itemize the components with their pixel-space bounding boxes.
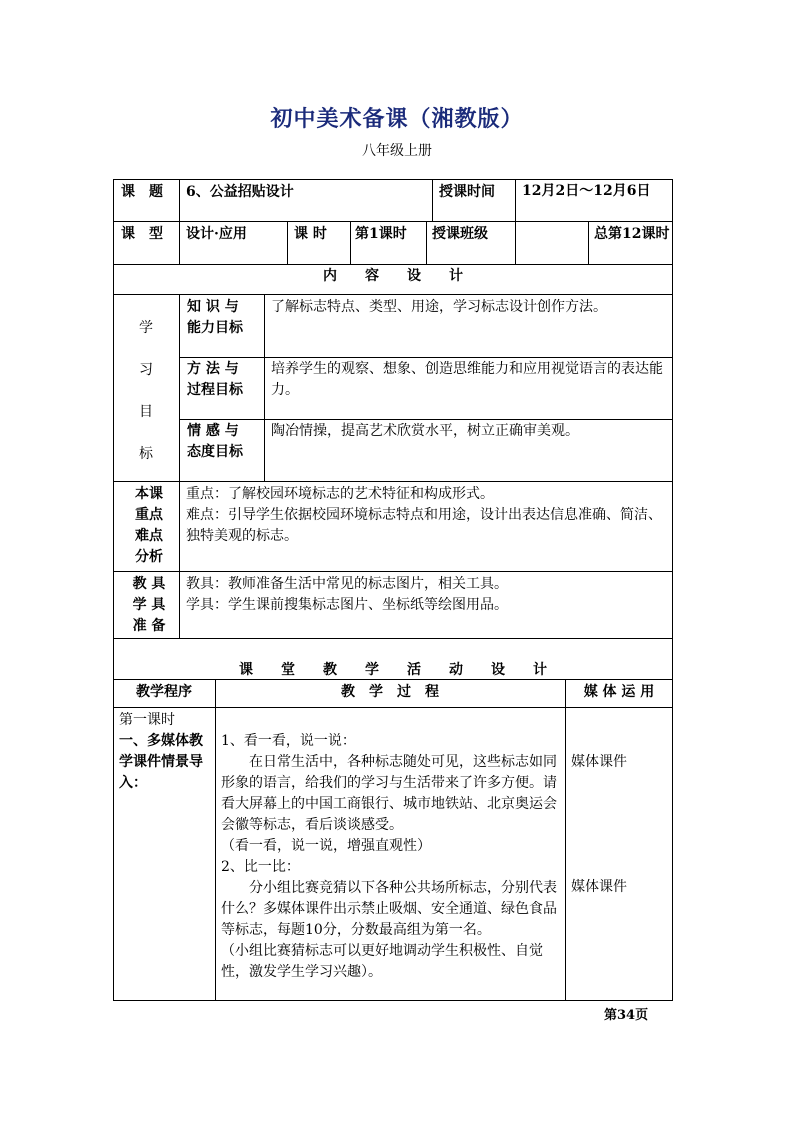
col-divider [287, 221, 288, 264]
col-divider [264, 294, 265, 481]
objective-label-knowledge: 知 识 与 能力目标 [187, 299, 243, 336]
content-header: 内 容 设 计 [323, 268, 463, 284]
media-item-1: 媒体课件 [571, 754, 627, 770]
type-label: 课 型 [121, 226, 163, 242]
tools-text: 教具：教师准备生活中常见的标志图片，相关工具。 学具：学生课前搜集标志图片、坐标纸等绘图用品。 [186, 576, 508, 613]
page-title: 初中美术备课（湘教版） [270, 106, 524, 132]
row-divider [113, 264, 673, 265]
page-number: 第34页 [604, 1008, 649, 1023]
tools-label: 教 具 学 具 准 备 [132, 576, 166, 634]
procedure-header-process: 教 学 过 程 [341, 684, 439, 700]
teach-time-label: 授课时间 [439, 184, 495, 200]
media-item-2: 媒体课件 [571, 879, 627, 895]
col-divider [515, 179, 516, 264]
row-divider [113, 221, 673, 222]
key-points-label: 本课 重点 难点 分析 [135, 486, 163, 565]
period-label: 课 时 [294, 226, 327, 242]
row-divider [113, 481, 673, 482]
total-label: 总第12课时 [594, 226, 670, 242]
page-subtitle: 八年级上册 [362, 143, 432, 159]
row-divider [113, 294, 673, 295]
row-divider [179, 357, 673, 358]
col-divider [179, 179, 180, 264]
type-value: 设计·应用 [186, 226, 247, 242]
activity-header: 课 堂 教 学 活 动 设 计 [239, 662, 547, 678]
topic-label: 课 题 [121, 184, 163, 200]
key-points-text: 重点：了解校园环境标志的艺术特征和构成形式。 难点：引导学生依据校园环境标志特点和用途，设计出表达信息准确、简洁、独特美观的标志。 [186, 486, 662, 544]
row-divider [113, 707, 673, 708]
objectives-side-label: 学 习 目 标 [139, 320, 153, 462]
period-value: 第1课时 [355, 226, 407, 242]
objective-text-method: 培养学生的观察、想象、创造思维能力和应用视觉语言的表达能力。 [271, 361, 663, 398]
col-divider [426, 221, 427, 264]
col-divider [565, 679, 566, 1001]
row-divider [113, 571, 673, 572]
col-divider [179, 294, 180, 638]
col-divider [588, 221, 589, 264]
procedure-step-intro: 一、多媒体教学课件情景导入： [119, 733, 203, 791]
topic-value: 6、公益招贴设计 [186, 184, 294, 200]
row-divider [179, 419, 673, 420]
procedure-header-media: 媒 体 运 用 [583, 684, 655, 700]
class-label: 授课班级 [432, 226, 488, 242]
procedure-header-steps: 教学程序 [136, 684, 192, 700]
objective-label-method: 方 法 与 过程目标 [187, 361, 243, 398]
row-divider [113, 638, 673, 639]
col-divider [432, 179, 433, 221]
procedure-process-text: 1、看一看，说一说： 在日常生活中，各种标志随处可见，这些标志如同形象的语言，给我们的学习与生活带来了许多方便。请看大屏幕上的中国工商银行、城市地铁站、北京奥运会会徽等标志，看后谈谈感受。 （看一看，说一说，增强直观性） 2、比一比： 分小组比赛竞猜以下各种公共场所标志，分别代表什么？多媒体课件出示禁止吸烟、安全通道、绿色食品等标志，每题10分，分数最高组为第一名。 （小组比赛猜标志可以更好地调动学生积极性、自觉性，激发学生学习兴趣）。 [221, 733, 557, 980]
col-divider [350, 221, 351, 264]
objective-text-knowledge: 了解标志特点、类型、用途，学习标志设计创作方法。 [271, 299, 607, 315]
col-divider [215, 679, 216, 1001]
teach-time-value: 12月2日～12月6日 [522, 183, 651, 199]
procedure-step-session: 第一课时 [119, 712, 175, 728]
objective-text-emotion: 陶冶情操，提高艺术欣赏水平，树立正确审美观。 [271, 423, 579, 439]
objective-label-emotion: 情 感 与 态度目标 [187, 423, 243, 460]
